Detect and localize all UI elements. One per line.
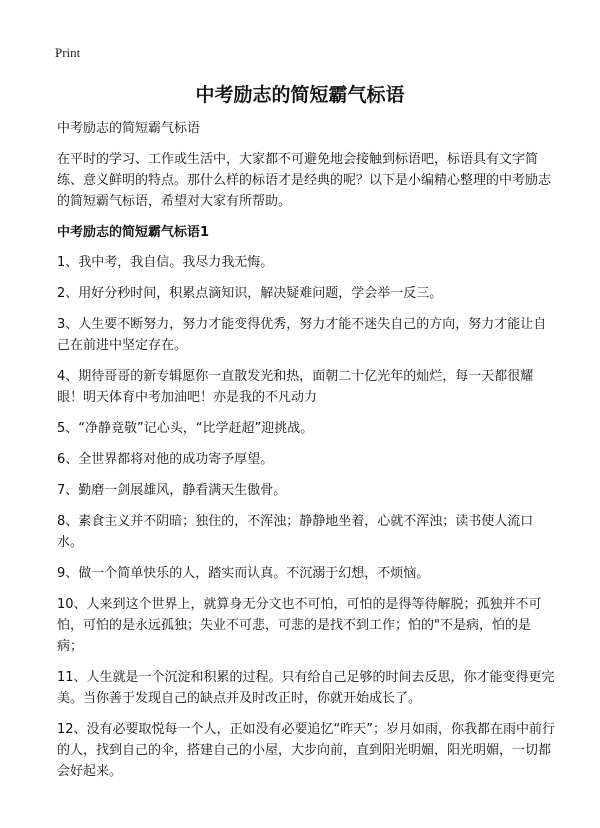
list-item: 8、素食主义并不阴暗；独住的，不浑浊；静静地坐着，心就不浑浊；读书使人流口水。	[57, 514, 534, 550]
list-item: 9、做一个简单快乐的人，踏实而认真。不沉溺于幻想，不烦恼。	[57, 566, 430, 581]
list-item: 2、用好分秒时间，积累点滴知识，解决疑难问题，学会举一反三。	[57, 286, 443, 301]
list-item: 4、期待哥哥的新专辑愿你一直散发光和热，面朝二十亿光年的灿烂，每一天都很耀眼！明天体育中考加油吧！亦是我的不凡动力	[57, 369, 534, 405]
page-title: 中考励志的简短霸气标语	[195, 84, 405, 106]
list-item: 11、人生就是一个沉淀和积累的过程。只有给自己足够的时间去反思，你才能变得更完美。当你善于发现自己的缺点并及时改正时，你就开始成长了。	[57, 670, 555, 706]
article-content	[57, 118, 555, 792]
list-item: 10、人来到这个世界上，就算身无分文也不可怕，可怕的是得等待解脱；孤独并不可怕，可怕的是永远孤独；失业不可悲，可悲的是找不到工作；怕的"不是病，怕的是病；	[57, 597, 542, 654]
list-item: 5、“净静竟敬”记心头，“比学赶超”迎挑战。	[57, 421, 314, 436]
article-subtitle: 中考励志的简短霸气标语	[57, 121, 201, 136]
list-item: 7、勤磨一剑展雄风，静看满天生傲骨。	[57, 483, 287, 498]
slogan-list	[57, 252, 555, 782]
article-intro: 在平时的学习、工作或生活中，大家都不可避免地会接触到标语吧，标语具有文字简练、意义鲜明的特点。那什么样的标语才是经典的呢？以下是小编精心整理的中考励志的简短霸气标语，希望对大家有所帮助。	[57, 152, 552, 209]
section-heading: 中考励志的简短霸气标语1	[57, 225, 210, 240]
list-item: 3、人生要不断努力，努力才能变得优秀，努力才能不迷失自己的方向，努力才能让自己在前进中坚定存在。	[57, 317, 547, 353]
list-item: 12、没有必要取悦每一个人，正如没有必要追忆“昨天”；岁月如雨，你我都在雨中前行的人，找到自己的伞，搭建自己的小屋，大步向前，直到阳光明媚，阳光明媚，一切都会好起来。	[57, 722, 556, 779]
print-link[interactable]: Print	[55, 45, 81, 60]
list-item: 6、全世界都将对他的成功寄予厚望。	[57, 452, 274, 467]
list-item: 1、我中考，我自信。我尽力我无悔。	[57, 255, 274, 270]
